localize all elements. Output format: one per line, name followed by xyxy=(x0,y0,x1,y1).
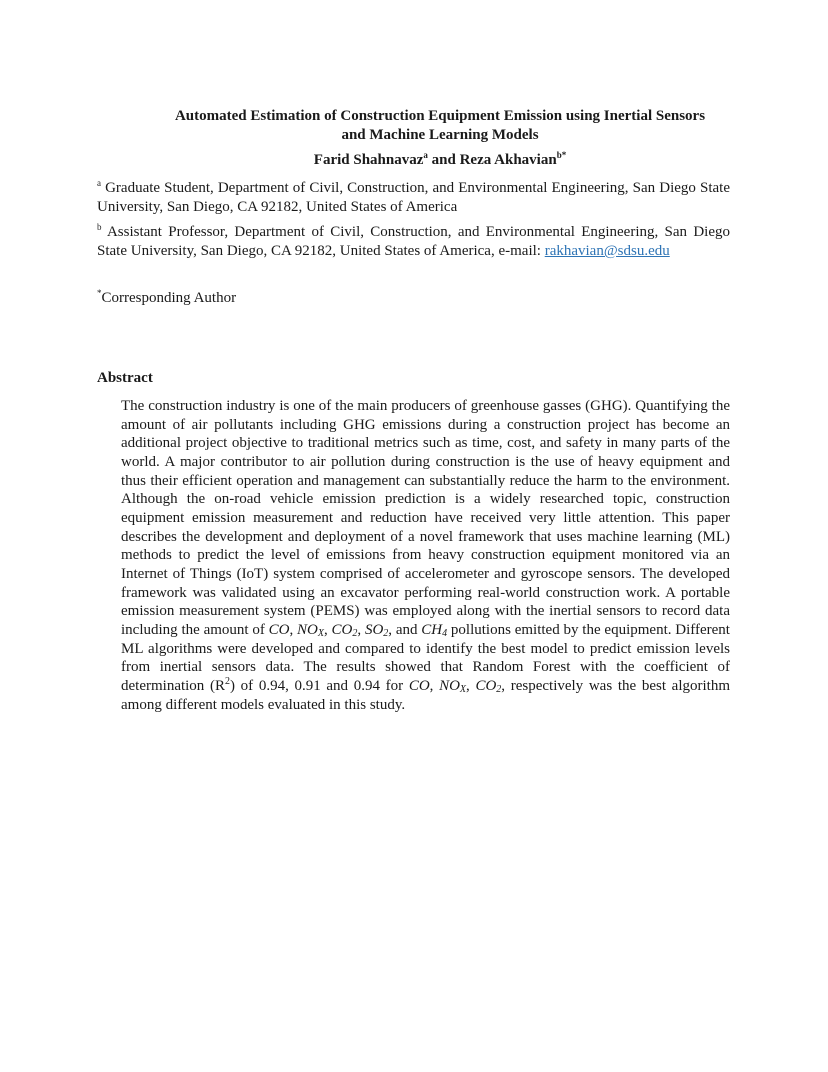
nox-sub: X xyxy=(317,627,324,639)
co-term-b: CO xyxy=(408,677,430,694)
ch4-base: CH xyxy=(421,621,443,638)
sep-3: , xyxy=(357,621,365,638)
sep-5: , xyxy=(429,677,440,694)
affiliation-b xyxy=(97,223,730,261)
corresponding-author-note xyxy=(97,289,730,308)
author-2-name: Reza Akhavian xyxy=(459,152,557,168)
author-1-mark: a xyxy=(423,150,428,160)
nox-base: NO xyxy=(297,621,318,638)
sep-4: , and xyxy=(388,621,422,638)
author-line xyxy=(140,151,740,170)
sep-1: , xyxy=(289,621,298,638)
affiliation-b-mark: b xyxy=(97,222,102,232)
abstract-part-2: pollutions emitted by the equipment. Different ML algorithms were developed and compared to identify the best model to predict emission levels from inertial sensors data. The results showed that Random Forest with the coefficient of determination (R xyxy=(121,621,730,694)
affiliation-a-text: Graduate Student, Department of Civil, Construction, and Environmental Engineering, San Diego State University, San Diego, CA 92182, United States of America xyxy=(97,180,730,215)
corresponding-text: Corresponding Author xyxy=(101,290,237,306)
author-2-mark: b* xyxy=(556,150,567,160)
r2-sup: 2 xyxy=(224,675,230,687)
title-line-1: Automated Estimation of Construction Equipment Emission using Inertial Sensors xyxy=(174,108,706,124)
affiliation-b-text: Assistant Professor, Department of Civil, Construction, and Environmental Engineering, San Diego State University, San Diego, CA 92182, United States of America, e-mail: xyxy=(97,224,730,259)
affiliation-a xyxy=(97,179,730,217)
co2-b-base: CO xyxy=(475,677,497,694)
email-link[interactable]: rakhavian@sdsu.edu xyxy=(544,243,670,259)
nox-b-base: NO xyxy=(439,677,460,694)
co2-base: CO xyxy=(331,621,353,638)
author-1-name: Farid Shahnavaz xyxy=(313,152,424,168)
so2-sub: 2 xyxy=(383,627,389,639)
co2-term xyxy=(332,622,358,638)
ch4-term xyxy=(421,622,447,638)
corresponding-mark: * xyxy=(97,288,102,298)
nox-term-b xyxy=(439,678,466,694)
co2-b-sub: 2 xyxy=(496,683,502,695)
co2-sub: 2 xyxy=(352,627,358,639)
co-term: CO xyxy=(268,621,290,638)
so2-term xyxy=(365,622,388,638)
co2-term-b xyxy=(475,678,501,694)
nox-b-sub: X xyxy=(459,683,467,695)
author-join: and xyxy=(427,152,460,168)
sep-6: , xyxy=(466,677,476,694)
paper-title xyxy=(140,107,740,145)
abstract-part-1: The construction industry is one of the main producers of greenhouse gasses (GHG). Quantifying the amount of air pollutants including GHG emissions during a construction project has become an additional project objective to traditional metrics such as time, cost, and safety in many parts of the world. A major contributor to air pollution during construction is the use of heavy equipment and thus their efficient operation and management can substantially reduce the harm to the environment. Although the on-road vehicle emission prediction is a widely researched topic, construction equipment emission measurement and reduction have received very little attention. This paper describes the development and deployment of a novel framework that uses machine learning (ML) methods to predict the level of emissions from heavy construction equipment monitored via an Internet of Things (IoT) system comprised of accelerometer and gyroscope sensors. The developed framework was validated using an excavator performing real-world construction work. A portable emission measurement system (PEMS) was employed along with the inertial sensors to record data including the amount of xyxy=(121,398,730,638)
nox-term xyxy=(297,622,324,638)
abstract-body xyxy=(121,397,730,714)
sep-2: , xyxy=(324,621,332,638)
ch4-sub: 4 xyxy=(442,627,448,639)
abstract-heading: Abstract xyxy=(97,370,153,386)
title-line-2: and Machine Learning Models xyxy=(341,127,539,143)
abstract-part-4: , respectively was the best algorithm among different models evaluated in this study. xyxy=(121,677,730,713)
affiliation-a-mark: a xyxy=(97,178,101,188)
so2-base: SO xyxy=(364,621,384,638)
abstract-part-3: ) of 0.94, 0.91 and 0.94 for xyxy=(229,677,409,694)
